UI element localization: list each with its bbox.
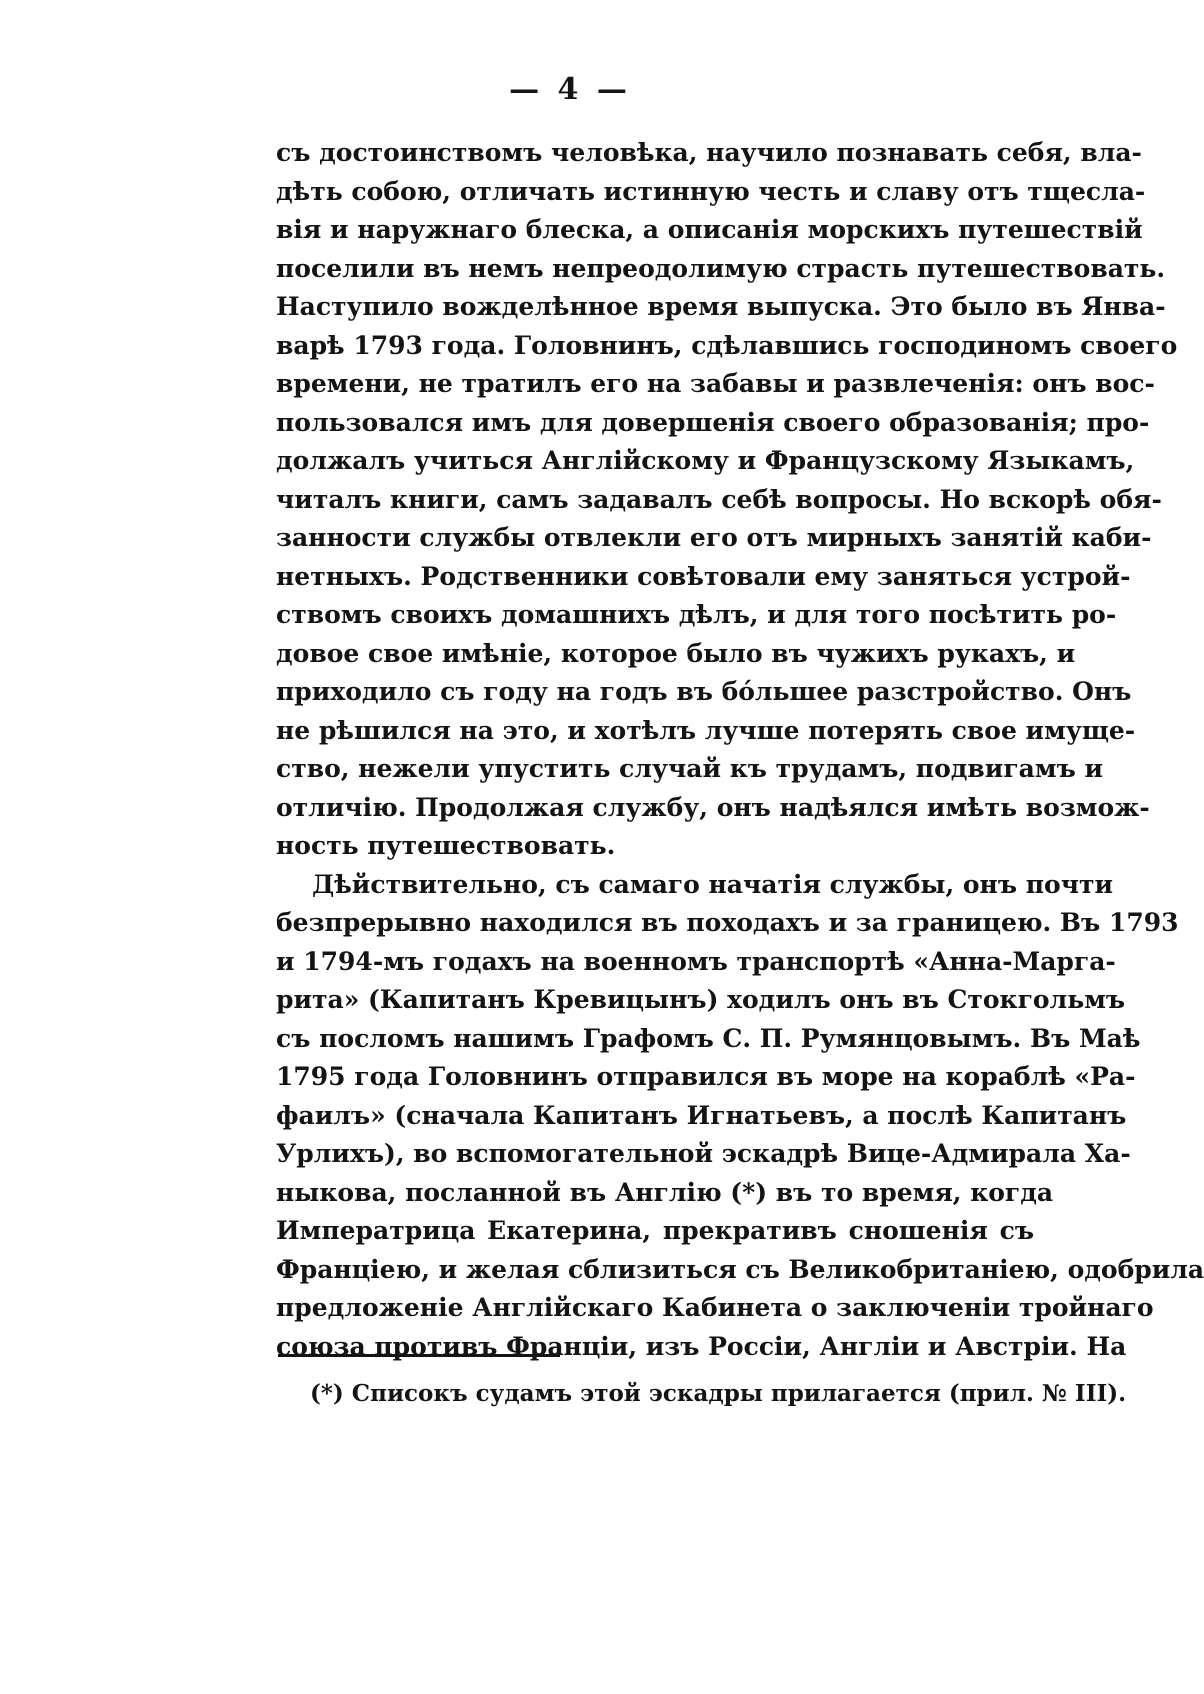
- footnote: (*) Списокъ судамъ этой эскадры прилагается (прил. № III).: [310, 1380, 1127, 1407]
- body-line: читалъ книги, самъ задавалъ себѣ вопросы. Но вскорѣ обя-: [276, 484, 1162, 514]
- body-line: ность путешествовать.: [276, 831, 616, 860]
- body-line: отличію. Продолжая службу, онъ надѣялся имѣть возмож-: [276, 792, 1150, 822]
- body-line: не рѣшился на это, и хотѣлъ лучше потерять свое имуще-: [276, 715, 1136, 745]
- body-line: съ посломъ нашимъ Графомъ С. П. Румянцовымъ. Въ Маѣ: [276, 1023, 1141, 1053]
- body-line: 1795 года Головнинъ отправился въ море на кораблѣ «Ра-: [276, 1062, 1136, 1091]
- body-line: Франціею, и желая сблизиться съ Великобританіею, одобрила: [276, 1254, 1204, 1284]
- body-line: дѣть собою, отличать истинную честь и славу отъ тщесла-: [276, 176, 1146, 206]
- body-line: должалъ учиться Англійскому и Французскому Языкамъ,: [276, 446, 1135, 475]
- body-line: нетныхъ. Родственники совѣтовали ему заняться устрой-: [276, 561, 1131, 591]
- body-line: Дѣйствительно, съ самаго начатія службы, онъ почти: [312, 869, 1114, 899]
- body-line: Наступило вожделѣнное время выпуска. Это было въ Янва-: [276, 292, 1166, 321]
- body-line: и 1794-мъ годахъ на военномъ транспортѣ «Анна-Марга-: [276, 946, 1116, 976]
- body-line: поселили въ немъ непреодолимую страсть путешествовать.: [276, 253, 1166, 283]
- body-line: приходило съ году на годъ въ бо́льшее разстройство. Онъ: [276, 677, 1132, 706]
- page-number: — 4 —: [509, 72, 631, 107]
- body-line: фаилъ» (сначала Капитанъ Игнатьевъ, а послѣ Капитанъ: [276, 1100, 1127, 1130]
- body-line: вія и наружнаго блеска, а описанія морскихъ путешествій: [276, 215, 1143, 244]
- body-line: пользовался имъ для довершенія своего образованія; про-: [276, 407, 1150, 437]
- body-line: занности службы отвлекли его отъ мирныхъ занятій каби-: [276, 523, 1152, 552]
- body-text: [276, 134, 1204, 1366]
- body-line: безпрерывно находился въ походахъ и за границею. Въ 1793: [276, 908, 1179, 937]
- body-line: Императрица Екатерина, прекративъ сношенія съ: [276, 1216, 1034, 1245]
- body-line: ство, нежели упустить случай къ трудамъ, подвигамъ и: [276, 754, 1103, 783]
- body-line: союза противъ Франціи, изъ Россіи, Англіи и Австріи. На: [276, 1331, 1127, 1361]
- body-line: довое свое имѣніе, которое было въ чужихъ рукахъ, и: [276, 638, 1076, 668]
- footnote-divider: [278, 1354, 560, 1357]
- body-line: предложеніе Англійскаго Кабинета о заключеніи тройнаго: [276, 1293, 1154, 1322]
- body-line: Урлихъ), во вспомогательной эскадрѣ Вице-Адмирала Ха-: [276, 1139, 1131, 1168]
- body-line: рита» (Капитанъ Кревицынъ) ходилъ онъ въ Стокгольмъ: [276, 985, 1126, 1014]
- body-line: времени, не тратилъ его на забавы и развлеченія: онъ вос-: [276, 369, 1155, 398]
- body-line: съ достоинствомъ человѣка, научило познавать себя, вла-: [276, 138, 1142, 167]
- body-line: ствомъ своихъ домашнихъ дѣлъ, и для того посѣтить ро-: [276, 600, 1117, 629]
- body-line: ныкова, посланной въ Англію (*) въ то время, когда: [276, 1177, 1054, 1207]
- body-line: варѣ 1793 года. Головнинъ, сдѣлавшись господиномъ своего: [276, 330, 1178, 360]
